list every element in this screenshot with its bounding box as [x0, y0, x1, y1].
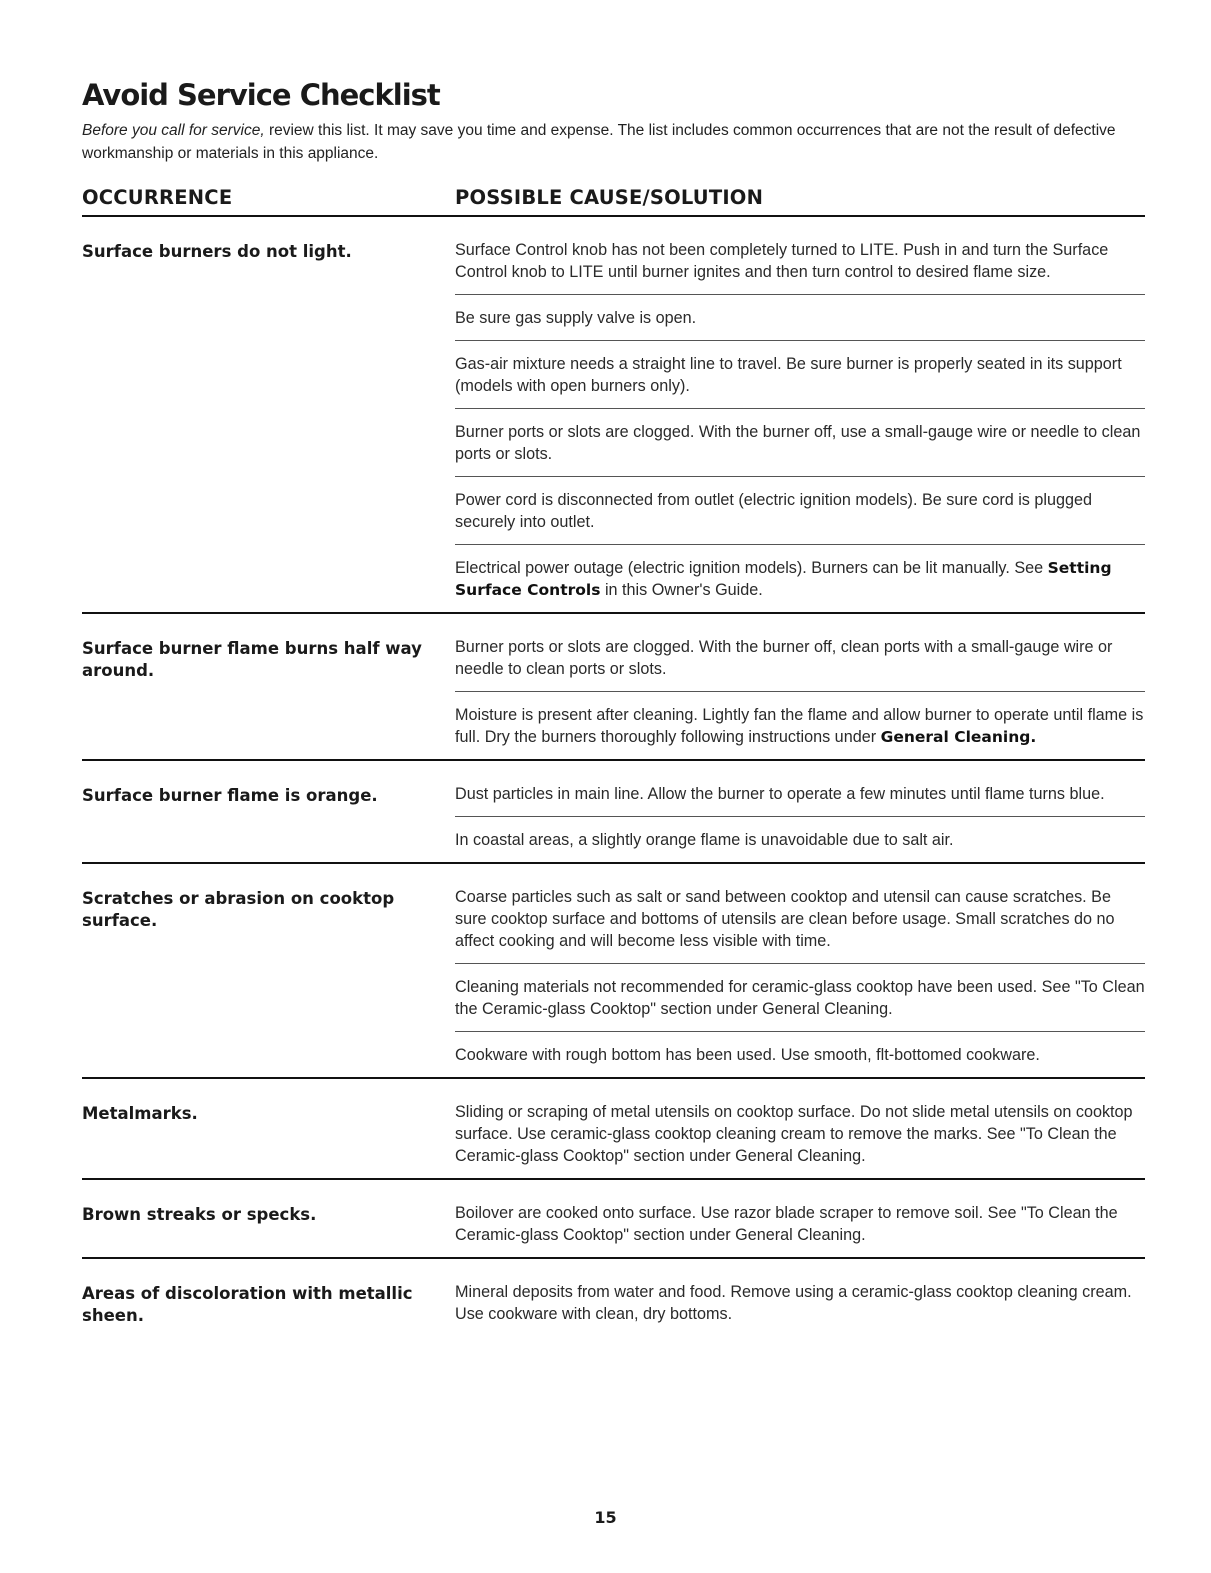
solution-text: Cleaning materials not recommended for ceramic-glass cooktop have been used. See "To Clean the Ceramic-glass Cooktop" section under General Cleaning.	[455, 978, 1145, 1018]
solution-item	[455, 761, 1145, 817]
occurrence-cell: Surface burner flame burns half way around.	[82, 639, 422, 680]
occurrence-cell: Brown streaks or specks.	[82, 1205, 317, 1224]
table-row	[82, 1079, 1145, 1180]
checklist-table	[82, 217, 1145, 1336]
occurrence-cell: Areas of discoloration with metallic sheen.	[82, 1284, 413, 1325]
solution-item	[455, 341, 1145, 409]
solution-text: Boilover are cooked onto surface. Use razor blade scraper to remove soil. See "To Clean the Ceramic-glass Cooktop" section under General Cleaning.	[455, 1204, 1118, 1244]
occurrence-cell: Surface burners do not light.	[82, 242, 352, 261]
solution-text: Moisture is present after cleaning. Lightly fan the flame and allow burner to operate until flame is full. Dry the burners thoroughly following instructions under	[455, 706, 1144, 746]
occurrence-cell: Surface burner flame is orange.	[82, 786, 378, 805]
solutions-cell	[455, 1180, 1145, 1257]
page-number: 15	[594, 1508, 617, 1527]
solution-reference: Setting Surface Controls	[455, 559, 1112, 599]
table-row	[82, 217, 1145, 614]
solution-item	[455, 477, 1145, 545]
solution-text: Dust particles in main line. Allow the burner to operate a few minutes until flame turns blue.	[455, 785, 1105, 803]
occurrence-header: OCCURRENCE	[82, 186, 233, 209]
occurrence-cell: Scratches or abrasion on cooktop surface.	[82, 889, 395, 930]
solution-text-after: in this Owner's Guide.	[600, 581, 763, 599]
intro-italic: Before you call for service,	[82, 122, 265, 139]
table-row	[82, 1180, 1145, 1259]
checklist-page	[82, 78, 1145, 1336]
column-headers	[82, 186, 1145, 217]
solution-text: Burner ports or slots are clogged. With the burner off, clean ports with a small-gauge wire or needle to clean ports or slots.	[455, 638, 1113, 678]
solution-text: Gas-air mixture needs a straight line to travel. Be sure burner is properly seated in its support (models with open burners only).	[455, 355, 1122, 395]
solution-item	[455, 964, 1145, 1032]
solution-text: Coarse particles such as salt or sand between cooktop and utensil can cause scratches. Be sure cooktop surface and bottoms of utensils are clean before usage. Small scratches do no affect cooking and will become less visible with time.	[455, 888, 1115, 950]
intro-paragraph	[82, 119, 1145, 165]
solution-item	[455, 409, 1145, 477]
table-row	[82, 614, 1145, 761]
solution-item	[455, 692, 1145, 759]
table-row	[82, 761, 1145, 864]
solution-item	[455, 545, 1145, 612]
solution-text: In coastal areas, a slightly orange flame is unavoidable due to salt air.	[455, 831, 954, 849]
solution-reference: General Cleaning.	[880, 728, 1037, 746]
solution-text: Be sure gas supply valve is open.	[455, 309, 697, 327]
solution-item	[455, 1259, 1145, 1336]
solution-item	[455, 295, 1145, 341]
solution-header: POSSIBLE CAUSE/SOLUTION	[455, 186, 764, 209]
solutions-cell	[455, 864, 1145, 1077]
solutions-cell	[455, 217, 1145, 612]
solutions-cell	[455, 614, 1145, 759]
solution-text: Cookware with rough bottom has been used. Use smooth, flt-bottomed cookware.	[455, 1046, 1040, 1064]
solution-item	[455, 817, 1145, 862]
solutions-cell	[455, 761, 1145, 862]
solution-item	[455, 1180, 1145, 1257]
solution-text: Electrical power outage (electric ignition models). Burners can be lit manually. See	[455, 559, 1048, 577]
solution-item	[455, 864, 1145, 964]
solutions-cell	[455, 1079, 1145, 1178]
table-row	[82, 1259, 1145, 1336]
solution-item	[455, 1079, 1145, 1178]
intro-text: review this list. It may save you time and expense. The list includes common occurrences that are not the result of defective workmanship or materials in this appliance.	[82, 122, 1116, 162]
solution-item	[455, 614, 1145, 692]
table-row	[82, 864, 1145, 1079]
solution-text: Power cord is disconnected from outlet (electric ignition models). Be sure cord is plugged securely into outlet.	[455, 491, 1093, 531]
solution-text: Sliding or scraping of metal utensils on cooktop surface. Do not slide metal utensils on cooktop surface. Use ceramic-glass cooktop cleaning cream to remove the marks. See "To Clean the Ceramic-glass Cooktop" section under General Cleaning.	[455, 1103, 1133, 1165]
solution-text: Burner ports or slots are clogged. With the burner off, use a small-gauge wire or needle to clean ports or slots.	[455, 423, 1141, 463]
solution-item	[455, 1032, 1145, 1077]
solutions-cell	[455, 1259, 1145, 1336]
solution-item	[455, 217, 1145, 295]
solution-text: Mineral deposits from water and food. Remove using a ceramic-glass cooktop cleaning cream. Use cookware with clean, dry bottoms.	[455, 1283, 1132, 1323]
solution-text: Surface Control knob has not been completely turned to LITE. Push in and turn the Surface Control knob to LITE until burner ignites and then turn control to desired flame size.	[455, 241, 1109, 281]
page-title: Avoid Service Checklist	[82, 78, 440, 112]
occurrence-cell: Metalmarks.	[82, 1104, 198, 1123]
